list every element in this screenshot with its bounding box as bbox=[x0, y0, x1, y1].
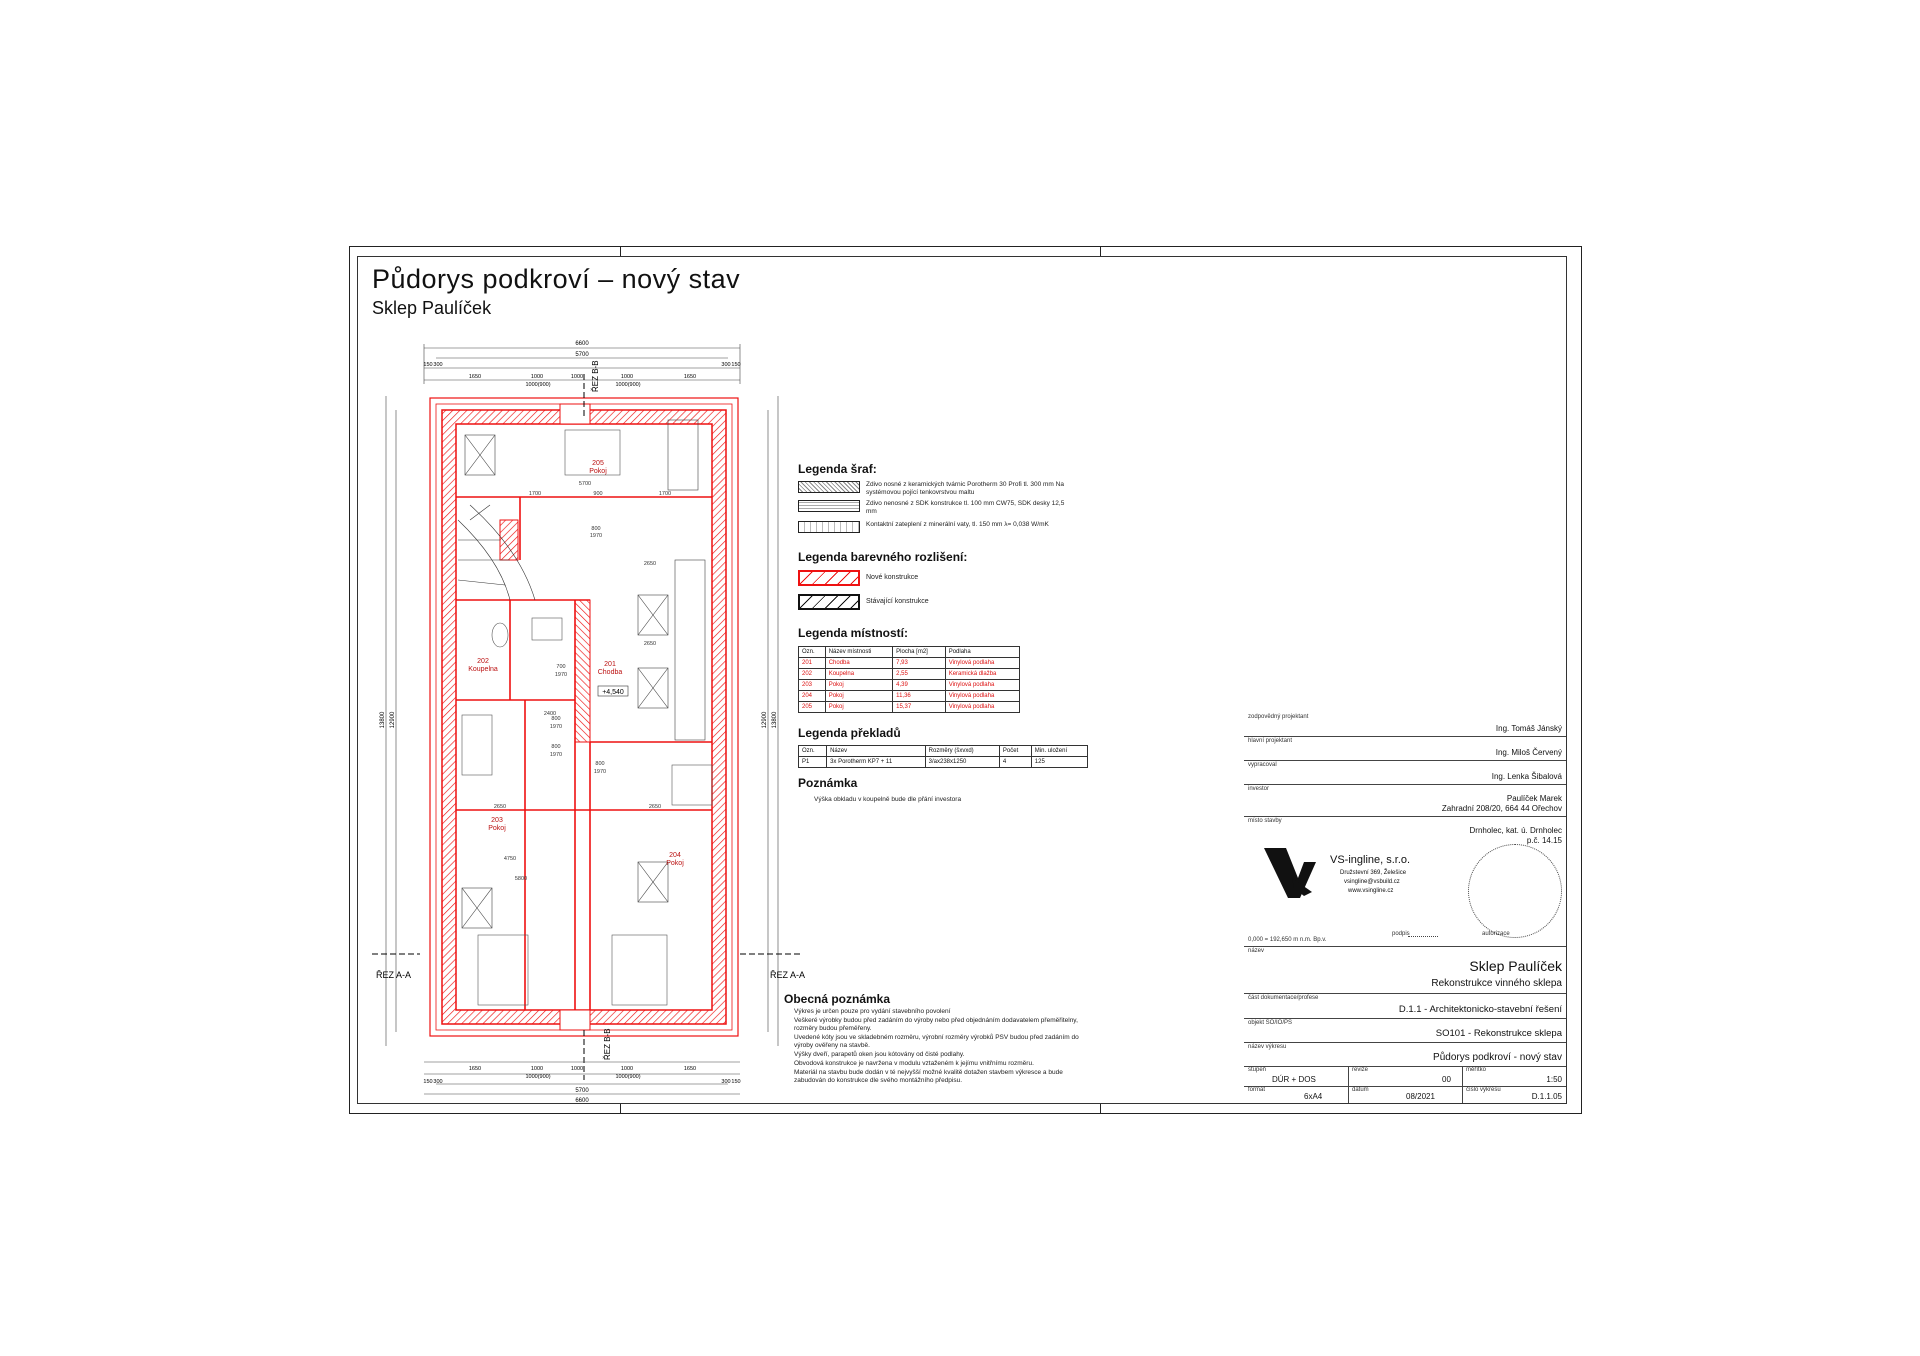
table-cell: 7,93 bbox=[893, 658, 946, 669]
dim-bottom-3: 1650 bbox=[468, 1066, 482, 1072]
table-cell: Vinylová podlaha bbox=[945, 691, 1019, 702]
dim-top-9: 150 bbox=[731, 362, 741, 368]
door-tag-h: 1970 bbox=[554, 672, 568, 678]
room-205-name: Pokoj bbox=[589, 468, 607, 475]
signature-line bbox=[1408, 936, 1438, 937]
frame-tick bbox=[1100, 1104, 1101, 1114]
company-address: Družstevní 369, Želešice bbox=[1340, 870, 1407, 876]
title-block-divider bbox=[1244, 1018, 1566, 1019]
rooms-table bbox=[798, 646, 1020, 713]
table-row bbox=[799, 680, 1020, 691]
title-block bbox=[1244, 710, 1566, 1103]
table-cell: 125 bbox=[1031, 757, 1087, 768]
hatch-swatch-sdk bbox=[798, 500, 860, 512]
label-scale: měřítko bbox=[1466, 1067, 1487, 1073]
stage: DÚR + DOS bbox=[1272, 1075, 1316, 1084]
table-header-cell: Podlaha bbox=[945, 647, 1019, 658]
room-203-name: Pokoj bbox=[488, 825, 506, 832]
table-cell: Vinylová podlaha bbox=[945, 702, 1019, 713]
dim-top-open-2: 1000(900) bbox=[615, 382, 641, 388]
dim-top-6: 1000 bbox=[620, 374, 634, 380]
company-email: vsingline@vsbuild.cz bbox=[1344, 879, 1400, 885]
label-doc-part: část dokumentace/profese bbox=[1248, 995, 1319, 1001]
dim-top-2: 300 bbox=[433, 362, 443, 368]
general-note-item: Výkres je určen pouze pro vydání stavebního povolení bbox=[794, 1008, 951, 1015]
label-date: datum bbox=[1352, 1087, 1369, 1093]
label-main-designer: hlavní projektant bbox=[1248, 738, 1293, 744]
dim-top-8: 300 bbox=[721, 362, 731, 368]
legend-lintels-heading: Legenda překladů bbox=[798, 726, 901, 740]
table-header-cell: Plocha [m2] bbox=[893, 647, 946, 658]
table-header-cell: Název bbox=[827, 746, 926, 757]
dim-bottom-4: 1000 bbox=[530, 1066, 544, 1072]
drawing-subtitle: Sklep Paulíček bbox=[372, 298, 492, 318]
dim-top-4: 1000 bbox=[530, 374, 544, 380]
label-signature: podpis bbox=[1392, 931, 1410, 937]
investor-address: Zahradní 208/20, 664 44 Ořechov bbox=[1441, 804, 1562, 813]
dim-bottom-2: 300 bbox=[433, 1079, 443, 1085]
room-202-number: 202 bbox=[477, 658, 489, 665]
title-block-divider bbox=[1244, 993, 1566, 994]
legend-hatch-heading: Legenda šraf: bbox=[798, 462, 877, 476]
main-designer: Ing. Miloš Červený bbox=[1495, 748, 1562, 757]
section-label-bottom: ŘEZ B-B bbox=[603, 1028, 612, 1060]
room-204-number: 204 bbox=[669, 852, 681, 859]
site-location: Drnholec, kat. ú. Drnholec bbox=[1469, 826, 1562, 835]
dim-top-1: 150 bbox=[423, 362, 433, 368]
table-cell: Keramická dlažba bbox=[945, 669, 1019, 680]
door-tag-w: 700 bbox=[556, 664, 566, 670]
room-203-number: 203 bbox=[491, 817, 503, 824]
top-overall-dim: 6600 bbox=[575, 341, 589, 347]
table-row bbox=[799, 691, 1020, 702]
site-parcel: p.č. 14.15 bbox=[1526, 836, 1562, 845]
revision: 00 bbox=[1442, 1075, 1451, 1084]
door-tag-w: 800 bbox=[595, 761, 605, 767]
elevation-note: 0,000 = 192,650 m n.m. Bp.v. bbox=[1248, 937, 1327, 943]
title-block-divider bbox=[1244, 736, 1566, 737]
stamp-circle bbox=[1468, 844, 1562, 938]
hatch-swatch-masonry bbox=[798, 481, 860, 493]
title-block-vline bbox=[1462, 1066, 1463, 1103]
date: 08/2021 bbox=[1406, 1092, 1435, 1101]
project-subtitle: Rekonstrukce vinného sklepa bbox=[1431, 978, 1562, 989]
table-cell: Vinylová podlaha bbox=[945, 658, 1019, 669]
table-header-cell: Ozn. bbox=[799, 746, 827, 757]
inner-dim-4: 1700 bbox=[658, 491, 672, 497]
legend-color-item: Stávající konstrukce bbox=[866, 598, 929, 605]
label-investor: investor bbox=[1248, 786, 1270, 792]
dim-bottom-9: 150 bbox=[731, 1079, 741, 1085]
side-overall-dim-left: 13800 bbox=[380, 711, 386, 729]
title-block-divider bbox=[1244, 760, 1566, 761]
label-object: objekt SO/IO/PS bbox=[1248, 1020, 1293, 1026]
chimney-partition bbox=[575, 600, 590, 742]
bottom-overall-dim: 6600 bbox=[575, 1098, 589, 1104]
dim-top-open-1: 1000(900) bbox=[525, 382, 551, 388]
table-header-row bbox=[799, 746, 1088, 757]
table-cell: 4,39 bbox=[893, 680, 946, 691]
door-tag-h: 1970 bbox=[589, 533, 603, 539]
color-swatch-new bbox=[798, 570, 860, 586]
table-row bbox=[799, 757, 1088, 768]
general-note-list bbox=[794, 1008, 1094, 1086]
label-authorization: autorizace bbox=[1482, 931, 1510, 937]
general-note-heading: Obecná poznámka bbox=[784, 992, 891, 1006]
room-201-number: 201 bbox=[604, 661, 616, 668]
table-cell: 205 bbox=[799, 702, 826, 713]
label-drawing-name: název výkresu bbox=[1248, 1044, 1287, 1050]
table-header-cell: Ozn. bbox=[799, 647, 826, 658]
room-202-name: Koupelna bbox=[468, 666, 498, 673]
drawing-number: D.1.1.05 bbox=[1531, 1092, 1562, 1101]
door-tag-h: 1970 bbox=[549, 752, 563, 758]
legend-hatch-item: Zdivo nosné z keramických tvárnic Porotherm 30 Profi tl. 300 mm Na systémovou pojící tenkovrstvou maltu bbox=[866, 481, 1064, 496]
table-header-cell: Počet bbox=[999, 746, 1031, 757]
title-block-divider bbox=[1244, 784, 1566, 785]
color-swatch-existing bbox=[798, 594, 860, 610]
note-heading: Poznámka bbox=[798, 776, 858, 790]
inner-dim-10: 800 bbox=[551, 716, 561, 722]
title-block-divider bbox=[1244, 946, 1566, 947]
table-header-row bbox=[799, 647, 1020, 658]
side-overall-dim-right: 13800 bbox=[772, 711, 778, 729]
legend-rooms-heading: Legenda místností: bbox=[798, 626, 909, 640]
lintels-table bbox=[798, 745, 1088, 768]
inner-dim-2: 1700 bbox=[528, 491, 542, 497]
dim-bottom-8: 300 bbox=[721, 1079, 731, 1085]
responsible-designer: Ing. Tomáš Jánský bbox=[1495, 724, 1562, 733]
inner-dim-11: 1970 bbox=[549, 724, 563, 730]
bottom-inner-dim: 5700 bbox=[575, 1088, 589, 1094]
table-cell: 4 bbox=[999, 757, 1031, 768]
legend-color-item: Nové konstrukce bbox=[866, 574, 919, 581]
company-logo bbox=[1264, 848, 1324, 900]
dim-bottom-open-1: 1000(900) bbox=[525, 1074, 551, 1080]
dim-bottom-7: 1650 bbox=[683, 1066, 697, 1072]
table-cell: 3x Porotherm KP7 + 11 bbox=[827, 757, 926, 768]
door-tag-h: 1970 bbox=[593, 769, 607, 775]
bottom-segment-dims bbox=[423, 1066, 740, 1085]
format: 6xA4 bbox=[1304, 1092, 1323, 1101]
table-cell: Pokoj bbox=[825, 680, 892, 691]
door-tag-w: 800 bbox=[551, 744, 561, 750]
note-item: Výška obkladu v koupelně bude dle přání investora bbox=[814, 796, 962, 803]
table-header-cell: Název místnosti bbox=[825, 647, 892, 658]
label-responsible: zodpovědný projektant bbox=[1248, 714, 1309, 720]
drawn-by: Ing. Lenka Šibalová bbox=[1491, 772, 1562, 781]
dim-bottom-1: 150 bbox=[423, 1079, 433, 1085]
inner-dim-12: 5800 bbox=[514, 876, 528, 882]
company-web: www.vsingline.cz bbox=[1348, 888, 1394, 894]
inner-dim-13: 4750 bbox=[503, 856, 517, 862]
label-stage: stupeň bbox=[1248, 1067, 1267, 1073]
table-cell: 15,37 bbox=[893, 702, 946, 713]
inner-dim-9: 2400 bbox=[543, 711, 557, 717]
table-cell: 202 bbox=[799, 669, 826, 680]
table-cell: 203 bbox=[799, 680, 826, 691]
side-inner-dim-right: 12900 bbox=[762, 711, 768, 729]
dim-bottom-5: 1000 bbox=[570, 1066, 584, 1072]
label-revision: revize bbox=[1352, 1067, 1369, 1073]
legend-hatch-item: Zdivo nenosné z SDK konstrukce tl. 100 mm CW75, SDK desky 12,5 mm bbox=[866, 500, 1065, 515]
label-drawn-by: vypracoval bbox=[1248, 762, 1277, 768]
table-cell: 11,36 bbox=[893, 691, 946, 702]
title-block-divider bbox=[1244, 1086, 1566, 1087]
table-row bbox=[799, 702, 1020, 713]
table-cell: P1 bbox=[799, 757, 827, 768]
inner-dim-3: 900 bbox=[593, 491, 603, 497]
label-site: místo stavby bbox=[1248, 818, 1282, 824]
legend-color-heading: Legenda barevného rozlišení: bbox=[798, 550, 968, 564]
dim-bottom-6: 1000 bbox=[620, 1066, 634, 1072]
inner-dim-8: 2650 bbox=[648, 804, 662, 810]
floor-plan bbox=[360, 330, 840, 1110]
frame-tick bbox=[620, 246, 621, 256]
room-204-name: Pokoj bbox=[666, 860, 684, 867]
label-project-name: název bbox=[1248, 948, 1265, 954]
table-cell: 2,55 bbox=[893, 669, 946, 680]
title-block-divider bbox=[1244, 816, 1566, 817]
inner-dim-6: 2650 bbox=[643, 641, 657, 647]
scale: 1:50 bbox=[1546, 1075, 1562, 1084]
table-cell: Vinylová podlaha bbox=[945, 680, 1019, 691]
dim-top-7: 1650 bbox=[683, 374, 697, 380]
table-row bbox=[799, 658, 1020, 669]
label-format: formát bbox=[1248, 1087, 1266, 1093]
label-drawing-number: číslo výkresu bbox=[1466, 1087, 1501, 1093]
general-note-item: Uvedené kóty jsou ve skladebném rozměru, výrobní rozměry výrobků PSV budou před zadáním do výroby ověřeny na stavbě. bbox=[794, 1034, 1079, 1049]
side-inner-dim-left: 12900 bbox=[390, 711, 396, 729]
inner-dim-5: 2650 bbox=[643, 561, 657, 567]
company-name: VS-ingline, s.r.o. bbox=[1330, 854, 1411, 866]
dim-top-5: 1000 bbox=[570, 374, 584, 380]
frame-tick bbox=[1100, 246, 1101, 256]
section-label-top: ŘEZ B-B bbox=[591, 360, 600, 392]
table-cell: 204 bbox=[799, 691, 826, 702]
drawing-title: Půdorys podkroví – nový stav bbox=[372, 264, 741, 294]
title-block-divider bbox=[1244, 1066, 1566, 1067]
object-name: SO101 - Rekonstrukce sklepa bbox=[1435, 1028, 1562, 1039]
room-205-number: 205 bbox=[592, 460, 604, 467]
title-block-divider bbox=[1244, 1042, 1566, 1043]
table-cell: 3/ax238x1250 bbox=[925, 757, 999, 768]
table-cell: Koupelna bbox=[825, 669, 892, 680]
section-label-left: ŘEZ A-A bbox=[376, 970, 412, 980]
general-note-item: Obvodová konstrukce je navržena v modulu vztaženém k jejímu vnitřnímu rozměru. bbox=[794, 1060, 1034, 1067]
staircase bbox=[458, 505, 535, 600]
project-name: Sklep Paulíček bbox=[1469, 958, 1562, 974]
table-cell: 201 bbox=[799, 658, 826, 669]
general-note-item: Materiál na stavbu bude dodán v té nejvyšší možné kvalitě dotažen stavbem výkresce a bude zabudován do konstrukce dle svého montážního předpisu. bbox=[794, 1069, 1063, 1084]
general-note-item: Výšky dveří, parapetů oken jsou kótovány od čisté podlahy. bbox=[794, 1051, 965, 1058]
doc-part: D.1.1 - Architektonicko-stavební řešení bbox=[1398, 1004, 1562, 1015]
dim-bottom-open-2: 1000(900) bbox=[615, 1074, 641, 1080]
table-row bbox=[799, 669, 1020, 680]
table-cell: Pokoj bbox=[825, 702, 892, 713]
inner-dim-7: 2650 bbox=[493, 804, 507, 810]
table-cell: Chodba bbox=[825, 658, 892, 669]
table-header-cell: Rozměry (šxvxd) bbox=[925, 746, 999, 757]
room-201-name: Chodba bbox=[597, 669, 623, 676]
partitions bbox=[456, 497, 712, 1010]
inner-dim-1: 5700 bbox=[578, 481, 592, 487]
top-segment-dims bbox=[423, 362, 740, 388]
title-block-vline bbox=[1348, 1066, 1349, 1103]
table-header-cell: Min. uložení bbox=[1031, 746, 1087, 757]
general-note-item: Veškeré výrobky budou před zadáním do výroby nebo před objednáním dodavatelem přeměřitelny, rozměry budou přeměřeny. bbox=[794, 1017, 1078, 1032]
level-mark: +4,540 bbox=[602, 689, 624, 696]
drawing-name: Půdorys podkroví - nový stav bbox=[1433, 1052, 1562, 1063]
investor-name: Paulíček Marek bbox=[1506, 794, 1562, 803]
table-cell: Pokoj bbox=[825, 691, 892, 702]
hatch-swatch-insulation bbox=[798, 521, 860, 533]
section-label-right: ŘEZ A-A bbox=[770, 970, 806, 980]
door-tag-w: 800 bbox=[591, 526, 601, 532]
legend-hatch-item: Kontaktní zateplení z minerální vaty, tl. 150 mm λ= 0,038 W/mK bbox=[866, 521, 1049, 528]
top-inner-dim: 5700 bbox=[575, 352, 589, 358]
dim-top-3: 1650 bbox=[468, 374, 482, 380]
